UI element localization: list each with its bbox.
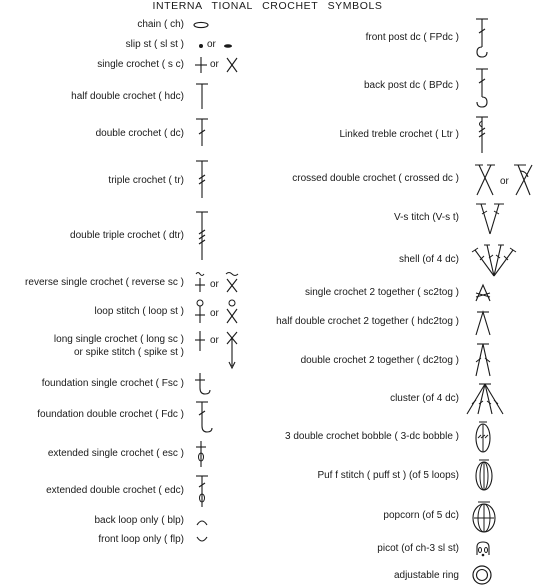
label-dc2tog: double crochet 2 together ( dc2tog ) [300,355,459,366]
v-stitch-symbol [474,202,508,236]
picot-symbol [474,541,492,557]
flp-symbol [194,535,210,545]
slip-stitch-symbol [196,41,236,51]
label-front-post-dc: front post dc ( FPdc ) [365,32,459,43]
label-single-crochet: single crochet ( s c) [97,59,184,70]
fpdc-symbol [474,17,494,59]
label-adjustable-ring: adjustable ring [393,570,459,581]
popcorn-symbol [470,500,498,534]
label-back-post-dc: back post dc ( BPdc ) [363,80,459,91]
hdc-symbol [194,82,210,110]
or-text: or [210,335,219,346]
label-crossed-double-crochet: crossed double crochet ( crossed dc ) [292,173,459,184]
label-slip-stitch: slip st ( sl st ) [125,39,184,50]
puff-symbol [473,458,495,494]
label-double-crochet: double crochet ( dc) [95,128,184,139]
shell-symbol [472,242,516,278]
bpdc-symbol [474,67,494,109]
dtr-symbol [194,210,210,262]
tr-symbol [194,159,210,199]
label-spike-stitch: or spike stitch ( spike st ) [73,347,184,358]
label-puff-stitch: Puf f stitch ( puff st ) (of 5 loops) [317,470,459,481]
label-sc2tog: single crochet 2 together ( sc2tog ) [305,287,459,298]
label-back-loop-only: back loop only ( blp) [94,515,184,526]
dc2tog-symbol [474,342,492,378]
or-text: or [500,176,509,187]
ltr-symbol [474,115,492,155]
dc-symbol [194,117,210,147]
label-foundation-double-crochet: foundation double crochet ( Fdc ) [37,409,184,420]
label-loop-stitch: loop stitch ( loop st ) [94,306,184,317]
label-long-single-crochet: long single crochet ( long sc ) [53,334,184,345]
or-text: or [210,308,219,319]
label-reverse-single-crochet: reverse single crochet ( reverse sc ) [25,277,184,288]
label-extended-double-crochet: extended double crochet ( edc) [46,485,184,496]
label-hdc2tog: half double crochet 2 together ( hdc2tog ) [276,316,459,327]
sc2tog-symbol [474,283,492,303]
bobble-symbol [473,420,493,456]
label-shell: shell (of 4 dc) [398,254,459,265]
hdc2tog-symbol [474,310,492,336]
label-extended-single-crochet: extended single crochet ( esc ) [47,448,184,459]
label-chain: chain ( ch) [137,19,184,30]
or-text: or [210,279,219,290]
edc-symbol [194,474,210,508]
label-popcorn: popcorn (of 5 dc) [383,510,459,521]
or-text: or [210,59,219,70]
label-front-loop-only: front loop only ( flp) [98,534,184,545]
label-v-stitch: V-s titch (V-s t) [393,212,459,223]
label-cluster: cluster (of 4 dc) [390,393,459,404]
page-title: INTERNA TIONAL CROCHET SYMBOLS [152,0,383,12]
fsc-symbol [194,372,214,398]
label-double-triple-crochet: double triple crochet ( dtr) [70,230,184,241]
adjustable-ring-symbol [471,564,493,586]
label-picot: picot (of ch-3 sl st) [377,543,459,554]
blp-symbol [194,517,210,527]
fdc-symbol [194,400,216,436]
or-text: or [207,39,216,50]
single-crochet-symbol [194,56,244,74]
chain-symbol [192,20,212,30]
esc-symbol [194,440,210,468]
label-3-dc-bobble: 3 double crochet bobble ( 3-dc bobble ) [284,431,459,442]
cluster-symbol [465,382,505,416]
label-linked-treble-crochet: Linked treble crochet ( Ltr ) [339,129,459,140]
label-foundation-single-crochet: foundation single crochet ( Fsc ) [41,378,184,389]
label-triple-crochet: triple crochet ( tr) [108,175,184,186]
label-half-double-crochet: half double crochet ( hdc) [71,91,184,102]
